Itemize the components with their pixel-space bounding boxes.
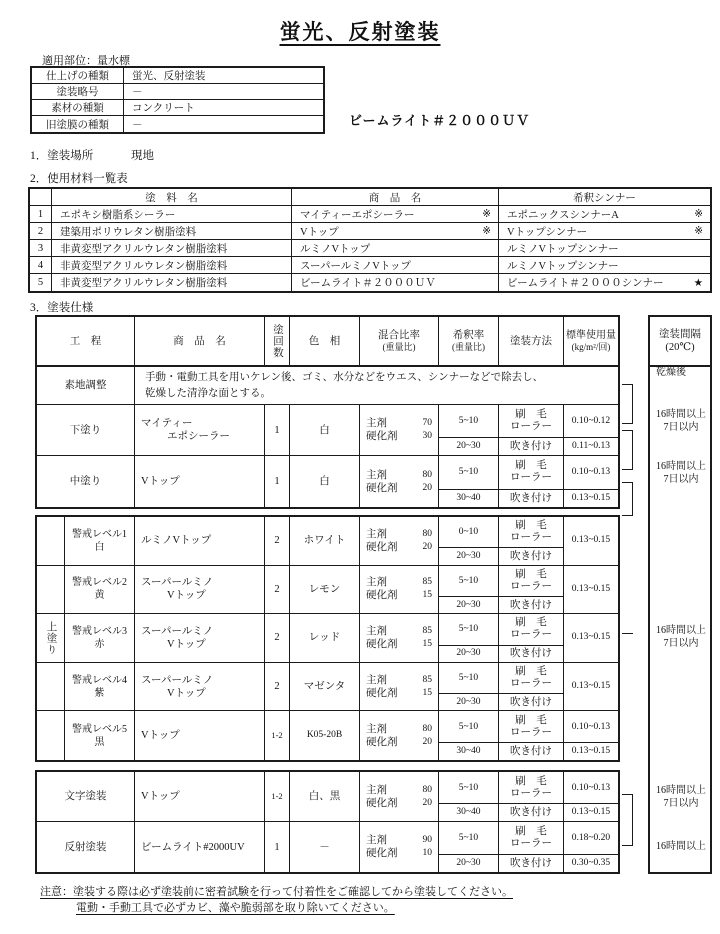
cell-thinner: Vトップシンナー ※ [507, 226, 703, 238]
interval-label-2: 16時間以上 7日以内 [656, 461, 706, 485]
col-thinner: 希釈シンナー [573, 192, 636, 204]
cell-color: レモン [290, 566, 360, 614]
cell-method: 刷 毛 ローラー 吹き付け [499, 517, 564, 565]
cell-process: 警戒レベル1 白 [65, 517, 135, 565]
cell-method: 刷 毛 ローラー 吹き付け [499, 663, 564, 711]
cell-paint: エポキシ樹脂系シーラー [52, 206, 292, 222]
cell-mix: 主剤 85 硬化剤 15 [360, 614, 439, 662]
info-row-finish [32, 68, 323, 84]
cell-dilution: 5~10 20~30 [439, 822, 499, 872]
spec-row-level3 [37, 614, 618, 663]
info-row-old-film [32, 116, 323, 132]
header-usage: 標準使用量 (kg/m²/回) [566, 330, 616, 352]
cell-thinner: ルミノVトップシンナー [507, 243, 619, 255]
cell-process: 警戒レベル2 黄 [65, 566, 135, 614]
cell-paint: 非黄変型アクリルウレタン樹脂塗料 [52, 257, 292, 273]
spec-row-level5 [37, 711, 618, 760]
cell-dilution: 5~10 20~30 [439, 405, 499, 455]
cell-usage: 0.13~0.15 [571, 632, 611, 643]
cell-usage: 0.13~0.15 [571, 681, 611, 692]
cell-process: 警戒レベル4 紫 [65, 663, 135, 711]
cell-product: Vトップ [135, 456, 265, 507]
cell-usage: 0.10~0.13 0.13~0.15 [564, 772, 618, 821]
cell-method: 刷 毛 ローラー 吹き付け [499, 566, 564, 614]
cell-usage: 0.10~0.12 0.11~0.13 [564, 405, 618, 455]
section1-heading: 1．塗装場所 [30, 150, 94, 162]
materials-header-row [30, 189, 710, 206]
cell-product: マイティーエポシーラー ※ [292, 206, 499, 222]
materials-row [30, 257, 710, 274]
cell-coats: 1 [265, 456, 290, 507]
cell-no: 2 [30, 223, 52, 239]
header-coats: 塗回数 [265, 317, 290, 365]
header-process: 工 程 [37, 317, 135, 365]
cell-color: K05-20B [290, 711, 360, 760]
info-label: 仕上げの種類 [32, 68, 124, 83]
cell-process: 文字塗装 [37, 772, 135, 821]
cell-prep-description: 手動・電動工具を用いケレン後、ゴミ、水分などをウエス、シンナーなどで除去し、 乾燥した清浄な面とする。 [145, 371, 544, 399]
spec-block-topcoat [35, 515, 620, 762]
spec-row-surface-prep [37, 367, 618, 405]
cell-paint: 非黄変型アクリルウレタン樹脂塗料 [52, 240, 292, 256]
header-mix: 混合比率 (重量比) [360, 317, 439, 365]
cell-mix: 主剤 80 硬化剤 20 [360, 456, 439, 507]
spec-row-midcoat [37, 456, 618, 507]
materials-table [28, 187, 712, 293]
cell-paint: 非黄変型アクリルウレタン樹脂塗料 [52, 274, 292, 291]
cell-dilution: 5~10 20~30 [439, 566, 499, 614]
cell-method: 刷 毛 ローラー 吹き付け [499, 614, 564, 662]
cell-paint: 建築用ポリウレタン樹脂塗料 [52, 223, 292, 239]
applicable-part-label: 適用部位：量水標 [42, 55, 130, 67]
spec-row-reflective [37, 822, 618, 872]
cell-method: 刷 毛 ローラー 吹き付け [499, 772, 564, 821]
cell-coats: 1 [265, 822, 290, 872]
cell-product: Vトップ [135, 772, 265, 821]
cell-product: ルミノVトップ [135, 517, 265, 565]
spec-row-level2 [37, 566, 618, 615]
cell-color: マゼンタ [290, 663, 360, 711]
cell-thinner: ビームライト＃２０００シンナー ★ [507, 277, 703, 289]
header-dilution: 希釈率 (重量比) [439, 317, 499, 365]
cell-color: 白 [290, 456, 360, 507]
cell-product: スーパールミノVトップ [292, 257, 499, 273]
cell-color: ホワイト [290, 517, 360, 565]
interval-label-after-prep: 乾燥後 [656, 367, 686, 378]
header-product: 商 品 名 [135, 317, 265, 365]
cell-no: 5 [30, 274, 52, 291]
cell-dilution: 5~10 20~30 [439, 663, 499, 711]
cell-process: 下塗り [37, 405, 135, 455]
info-row-substrate [32, 100, 323, 116]
cell-product: スーパールミノ Vトップ [135, 614, 265, 662]
materials-row [30, 240, 710, 257]
note-line-1: 注意：塗装する際は必ず塗装前に密着試験を行って付着性をご確認してから塗装してください。 [40, 886, 513, 898]
spec-row-level4 [37, 663, 618, 712]
section3-heading: 3．塗装仕様 [30, 302, 94, 314]
materials-row [30, 223, 710, 240]
interval-label-3: 16時間以上 7日以内 [656, 625, 706, 649]
cell-product: スーパールミノ Vトップ [135, 663, 265, 711]
cell-color: 白、黒 [290, 772, 360, 821]
cell-process: 素地調整 [37, 367, 135, 404]
spec-row-lettering [37, 772, 618, 822]
info-table [30, 66, 325, 134]
info-value: 蛍光、反射塗装 [132, 71, 206, 82]
cell-method: 刷 毛 ローラー 吹き付け [499, 405, 564, 455]
cell-color: 白 [290, 405, 360, 455]
cell-usage: 0.10~0.13 0.13~0.15 [564, 711, 618, 760]
cell-no: 4 [30, 257, 52, 273]
interval-label-4: 16時間以上 7日以内 [656, 785, 706, 809]
cell-usage: 0.13~0.15 [571, 535, 611, 546]
interval-bracket-5 [622, 794, 633, 846]
ref-mark: ※ [482, 209, 491, 220]
cell-process: 反射塗装 [37, 822, 135, 872]
interval-bracket-3 [622, 482, 633, 516]
section2-heading: 2．使用材料一覧表 [30, 173, 128, 185]
cell-coats: 2 [265, 663, 290, 711]
cell-usage: 0.18~0.20 0.30~0.35 [564, 822, 618, 872]
spec-block-finish [35, 770, 620, 874]
interval-tick [622, 633, 633, 634]
col-no [30, 189, 52, 205]
cell-process: 警戒レベル5 黒 [65, 711, 135, 760]
cell-product: ビームライト＃２０００ＵＶ [292, 274, 499, 291]
cell-usage: 0.13~0.15 [571, 583, 611, 594]
cell-mix: 主剤 80 硬化剤 20 [360, 772, 439, 821]
info-label: 旧塗膜の種類 [32, 116, 124, 132]
interval-label-1: 16時間以上 7日以内 [656, 409, 706, 433]
cell-no: 1 [30, 206, 52, 222]
info-value: コンクリート [132, 103, 195, 114]
header-interval: 塗装間隔 (20℃) [648, 315, 712, 367]
cell-mix: 主剤 80 硬化剤 20 [360, 711, 439, 760]
ref-mark: ※ [694, 209, 703, 220]
cell-product: ルミノVトップ [292, 240, 499, 256]
interval-bracket-1 [622, 384, 633, 424]
cell-mix: 主剤 85 硬化剤 15 [360, 663, 439, 711]
cell-product: スーパールミノ Vトップ [135, 566, 265, 614]
cell-process: 警戒レベル3 赤 [65, 614, 135, 662]
info-label: 素材の種類 [32, 100, 124, 115]
cell-color: レッド [290, 614, 360, 662]
cell-coats: 1-2 [265, 772, 290, 821]
cell-dilution: 0~10 20~30 [439, 517, 499, 565]
section1-value: 現地 [131, 150, 154, 162]
ref-mark: ※ [482, 226, 491, 237]
info-value: － [132, 119, 143, 131]
ref-mark: ※ [694, 226, 703, 237]
cell-coats: 2 [265, 566, 290, 614]
cell-mix: 主剤 90 硬化剤 10 [360, 822, 439, 872]
spec-row-primer [37, 405, 618, 456]
cell-color: － [290, 822, 360, 872]
page-title: 蛍光、反射塗装 [279, 21, 441, 44]
cell-method: 刷 毛 ローラー 吹き付け [499, 711, 564, 760]
info-row-code [32, 84, 323, 100]
cell-product: ビームライト#2000UV [135, 822, 265, 872]
cell-process: 中塗り [37, 456, 135, 507]
cell-mix: 主剤 70 硬化剤 30 [360, 405, 439, 455]
product-callout: ビームライト＃２０００ＵＶ [349, 113, 531, 128]
cell-product: マイティー エポシーラー [135, 405, 265, 455]
cell-dilution: 5~10 30~40 [439, 711, 499, 760]
spec-block-base [35, 367, 620, 509]
cell-method: 刷 毛 ローラー 吹き付け [499, 456, 564, 507]
cell-dilution: 5~10 20~30 [439, 614, 499, 662]
cell-mix: 主剤 80 硬化剤 20 [360, 517, 439, 565]
spec-header-row [35, 315, 620, 367]
cell-method: 刷 毛 ローラー 吹き付け [499, 822, 564, 872]
cell-thinner: エポニックスシンナーA ※ [507, 209, 703, 221]
col-product-name: 商 品 名 [292, 189, 499, 205]
cell-product: Vトップ [135, 711, 265, 760]
header-method: 塗装方法 [499, 317, 564, 365]
materials-row [30, 206, 710, 223]
cell-coats: 1 [265, 405, 290, 455]
materials-row [30, 274, 710, 291]
uwanuri-strip: 上塗り [37, 517, 65, 760]
header-color: 色 相 [290, 317, 360, 365]
interval-label-5: 16時間以上 [656, 841, 706, 852]
interval-bracket-2 [622, 430, 633, 470]
spec-row-level1 [37, 517, 618, 566]
note-line-2: 電動・手動工具で必ずカビ、藻や脆弱部を取り除いてください。 [76, 902, 395, 914]
cell-coats: 1-2 [265, 711, 290, 760]
info-value: － [132, 87, 143, 98]
info-label: 塗装略号 [32, 84, 124, 99]
star-mark: ★ [693, 277, 703, 289]
cell-product: Vトップ ※ [292, 223, 499, 239]
cell-mix: 主剤 85 硬化剤 15 [360, 566, 439, 614]
cell-coats: 2 [265, 517, 290, 565]
cell-coats: 2 [265, 614, 290, 662]
cell-thinner: ルミノVトップシンナー [507, 260, 619, 272]
cell-dilution: 5~10 30~40 [439, 772, 499, 821]
col-paint-name: 塗 料 名 [52, 189, 292, 205]
cell-no: 3 [30, 240, 52, 256]
cell-dilution: 5~10 30~40 [439, 456, 499, 507]
cell-usage: 0.10~0.13 0.13~0.15 [564, 456, 618, 507]
